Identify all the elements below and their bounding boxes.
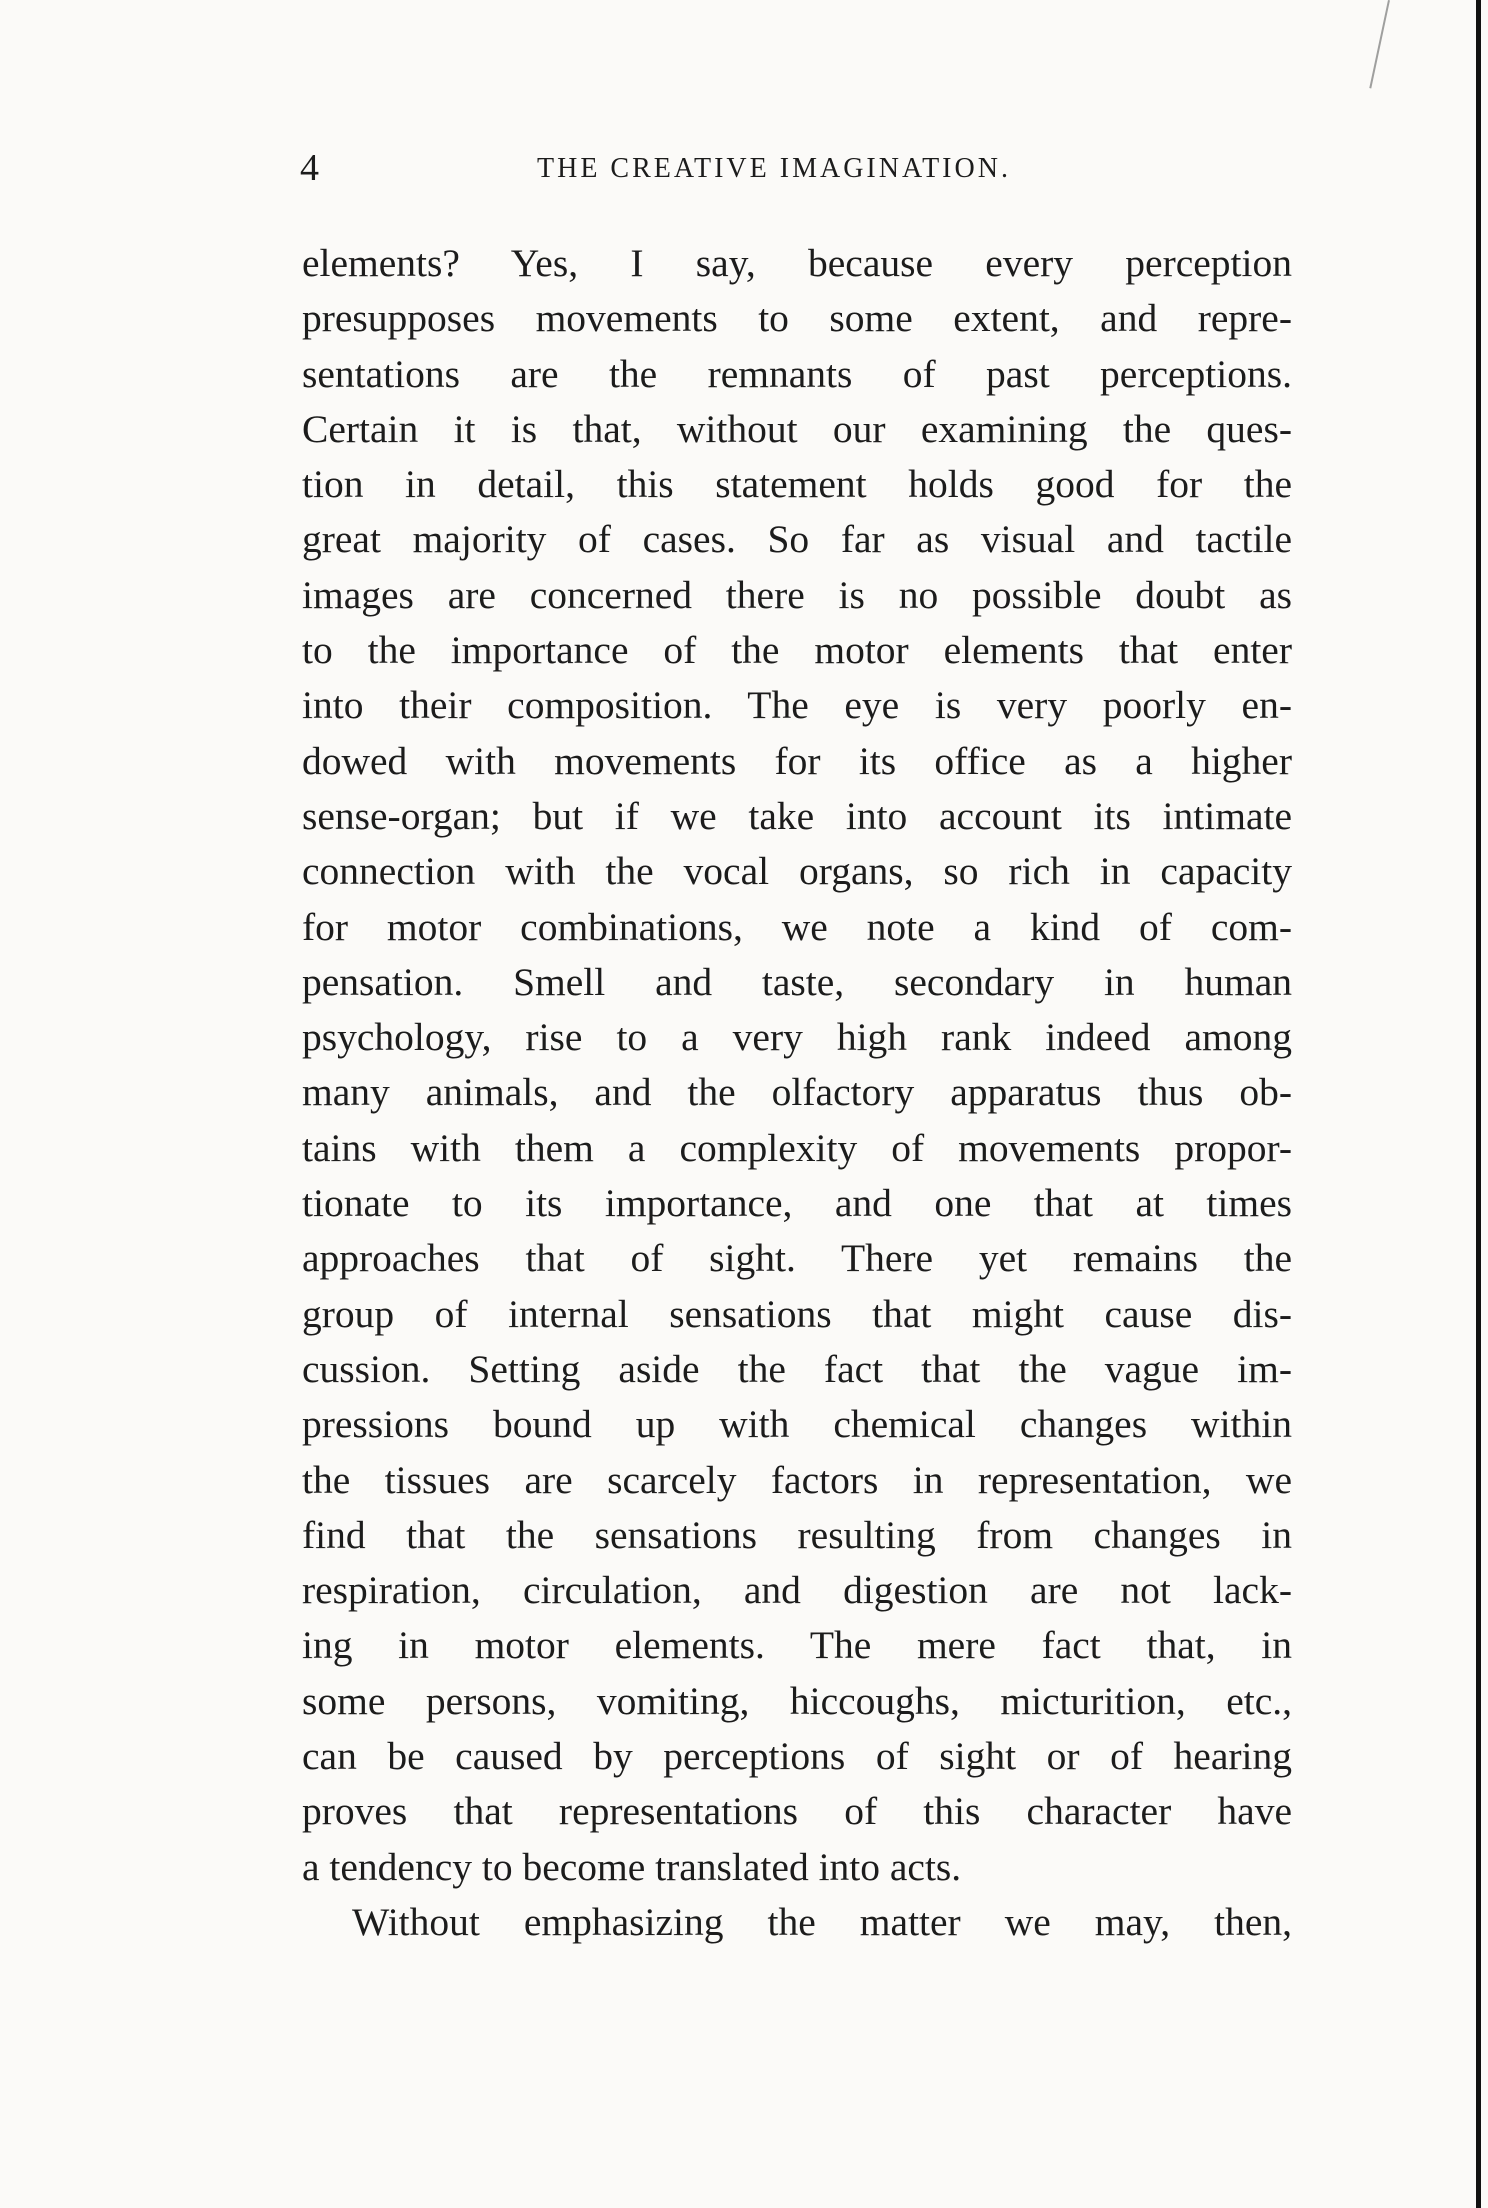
- text-line: sentations are the remnants of past perceptions.: [302, 351, 1292, 396]
- text-line: find that the sensations resulting from changes in: [302, 1512, 1292, 1557]
- page-number: 4: [300, 147, 319, 189]
- text-line: into their composition. The eye is very poorly en-: [302, 683, 1292, 728]
- text-line: ing in motor elements. The mere fact that, in: [302, 1623, 1292, 1668]
- text-line: sense-organ; but if we take into account its intimate: [302, 793, 1292, 838]
- text-line: Certain it is that, without our examining the ques-: [302, 406, 1292, 451]
- paragraph: [302, 1895, 1292, 1950]
- running-head: [300, 143, 1290, 193]
- text-line: tionate to its importance, and one that at times: [302, 1181, 1292, 1226]
- text-line: for motor combinations, we note a kind of com-: [302, 904, 1292, 949]
- scan-mark: [1369, 0, 1390, 88]
- text-line: Without emphasizing the matter we may, then,: [352, 1899, 1292, 1944]
- body-text: [302, 236, 1292, 1950]
- book-title: THE CREATIVE IMAGINATION.: [537, 153, 1011, 184]
- text-line: images are concerned there is no possible doubt as: [302, 572, 1292, 617]
- text-line: some persons, vomiting, hiccoughs, micturition, etc.,: [302, 1678, 1292, 1723]
- text-line: many animals, and the olfactory apparatus thus ob-: [302, 1070, 1292, 1115]
- page-edge-shadow: [1476, 0, 1481, 2208]
- text-line: a tendency to become translated into acts.: [302, 1844, 962, 1889]
- text-line: approaches that of sight. There yet remains the: [302, 1236, 1292, 1281]
- text-line: respiration, circulation, and digestion are not lack-: [302, 1568, 1292, 1613]
- text-line: tains with them a complexity of movements propor-: [302, 1125, 1292, 1170]
- text-line: can be caused by perceptions of sight or of hearing: [302, 1734, 1292, 1779]
- text-line: pensation. Smell and taste, secondary in human: [302, 959, 1292, 1004]
- text-line: psychology, rise to a very high rank indeed among: [302, 1015, 1292, 1060]
- text-line: elements? Yes, I say, because every perception: [302, 241, 1292, 285]
- text-line: tion in detail, this statement holds good for the: [302, 462, 1292, 507]
- text-line: connection with the vocal organs, so rich in capacity: [302, 849, 1292, 894]
- text-line: pressions bound up with chemical changes within: [302, 1402, 1292, 1447]
- text-line: the tissues are scarcely factors in representation, we: [302, 1457, 1292, 1502]
- paragraph: [302, 236, 1292, 1895]
- text-line: presupposes movements to some extent, and repre-: [302, 296, 1292, 341]
- text-line: cussion. Setting aside the fact that the vague im-: [302, 1346, 1292, 1391]
- text-line: proves that representations of this character have: [302, 1789, 1292, 1834]
- text-line: to the importance of the motor elements that enter: [302, 628, 1292, 673]
- text-line: group of internal sensations that might cause dis-: [302, 1291, 1292, 1336]
- text-line: great majority of cases. So far as visual and tactile: [302, 517, 1292, 562]
- text-line: dowed with movements for its office as a higher: [302, 738, 1292, 783]
